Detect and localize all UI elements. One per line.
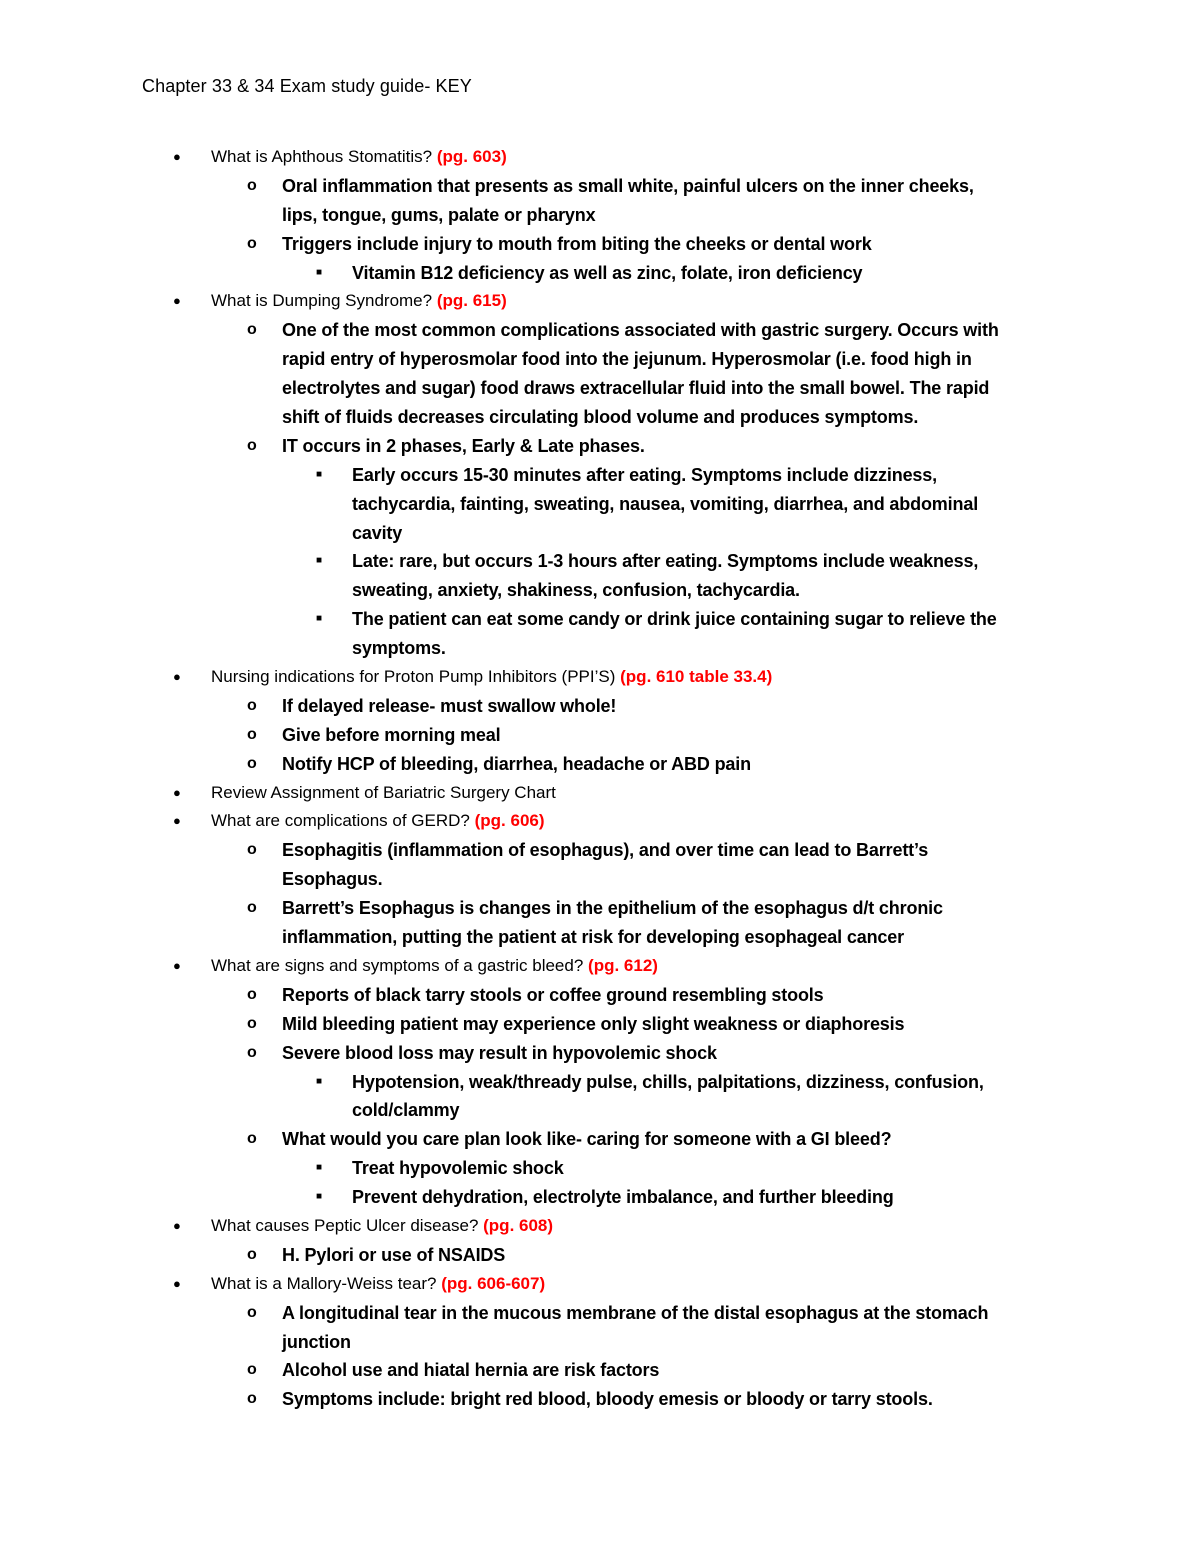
question-item-text: What is a Mallory-Weiss tear? (pg. 606-607)	[211, 1273, 546, 1293]
answer-item-text: IT occurs in 2 phases, Early & Late phases.	[282, 435, 645, 456]
sub-answer-item-text: symptoms.	[352, 638, 446, 659]
question-item	[0, 807, 1200, 836]
square-marker: ■	[316, 1191, 323, 1203]
question-item-text: What is Aphthous Stomatitis? (pg. 603)	[211, 147, 507, 166]
question-item-text: What are complications of GERD? (pg. 606)	[211, 811, 545, 831]
circle-marker: o	[247, 1245, 257, 1263]
answer-item	[0, 750, 1200, 779]
answer-item	[0, 432, 1200, 461]
sub-answer-item-text: sweating, anxiety, shakiness, confusion, tachycardia.	[352, 580, 800, 601]
circle-marker: o	[247, 841, 257, 859]
circle-marker: o	[247, 1390, 257, 1408]
answer-item-text: Give before morning meal	[282, 724, 501, 745]
answer-item-text: What would you care plan look like- caring for someone with a GI bleed?	[282, 1129, 892, 1150]
circle-marker: o	[247, 725, 257, 743]
answer-item-text: Oral inflammation that presents as small white, painful ulcers on the inner cheeks,	[282, 175, 974, 196]
page-reference: (pg. 615)	[436, 291, 507, 311]
page-reference: (pg. 612)	[588, 955, 658, 975]
answer-item	[0, 403, 1200, 432]
answer-item	[0, 692, 1200, 721]
sub-answer-item-text: The patient can eat some candy or drink juice containing sugar to relieve the	[352, 609, 997, 630]
sub-answer-item-text: cavity	[352, 522, 403, 543]
document-title: Chapter 33 & 34 Exam study guide- KEY	[142, 76, 472, 96]
answer-item	[0, 1241, 1200, 1270]
bullet-marker: ●	[173, 293, 181, 309]
question-item	[0, 287, 1200, 316]
question-item	[0, 1270, 1200, 1299]
answer-item-text: junction	[282, 1331, 351, 1352]
square-marker: ■	[316, 1075, 323, 1087]
answer-item	[0, 923, 1200, 952]
page-reference: (pg. 608)	[483, 1215, 554, 1235]
answer-item	[0, 1010, 1200, 1039]
question-item	[0, 1212, 1200, 1241]
bullet-marker: ●	[173, 957, 181, 973]
circle-marker: o	[247, 1043, 257, 1061]
sub-answer-item	[0, 576, 1200, 605]
sub-answer-item-text: tachycardia, fainting, sweating, nausea, vomiting, diarrhea, and abdominal	[352, 493, 979, 514]
answer-item-text: rapid entry of hyperosmolar food into the jejunum. Hyperosmolar (i.e. food high in	[282, 349, 972, 370]
answer-item-text: Reports of black tarry stools or coffee ground resembling stools	[282, 984, 824, 1005]
sub-answer-item-text: Prevent dehydration, electrolyte imbalance, and further bleeding	[352, 1187, 894, 1208]
answer-item	[0, 894, 1200, 923]
sub-answer-item	[0, 490, 1200, 519]
circle-marker: o	[247, 899, 257, 917]
square-marker: ■	[316, 266, 323, 278]
sub-answer-item	[0, 605, 1200, 634]
answer-item-text: Symptoms include: bright red blood, bloody emesis or bloody or tarry stools.	[282, 1389, 933, 1410]
sub-answer-item	[0, 1183, 1200, 1212]
circle-marker: o	[247, 321, 257, 339]
bullet-marker: ●	[173, 1275, 181, 1291]
circle-marker: o	[247, 436, 257, 454]
answer-item	[0, 1299, 1200, 1328]
answer-item-text: Notify HCP of bleeding, diarrhea, headache or ABD pain	[282, 753, 751, 774]
answer-item	[0, 316, 1200, 345]
sub-answer-item-text: Late: rare, but occurs 1-3 hours after eating. Symptoms include weakness,	[352, 551, 979, 572]
answer-item	[0, 374, 1200, 403]
answer-item	[0, 836, 1200, 865]
answer-item-text: Severe blood loss may result in hypovolemic shock	[282, 1042, 717, 1063]
page-reference: (pg. 606-607)	[441, 1273, 546, 1293]
answer-item	[0, 1039, 1200, 1068]
answer-item-text: inflammation, putting the patient at risk for developing esophageal cancer	[282, 927, 905, 948]
question-item	[0, 663, 1200, 692]
sub-answer-item	[0, 259, 1200, 288]
circle-marker: o	[247, 754, 257, 772]
square-marker: ■	[316, 1162, 323, 1174]
answer-item-text: shift of fluids decreases circulating blood volume and produces symptoms.	[282, 407, 919, 428]
circle-marker: o	[247, 1303, 257, 1321]
question-item-text: What are signs and symptoms of a gastric bleed? (pg. 612)	[211, 955, 658, 975]
square-marker: ■	[316, 468, 323, 480]
question-item	[0, 779, 1200, 808]
answer-item-text: Esophagitis (inflammation of esophagus), and over time can lead to Barrett’s	[282, 840, 929, 861]
circle-marker: o	[247, 234, 257, 252]
answer-item	[0, 865, 1200, 894]
sub-answer-item	[0, 1096, 1200, 1125]
page-reference: (pg. 610 table 33.4)	[620, 667, 773, 687]
answer-item-text: Barrett’s Esophagus is changes in the epithelium of the esophagus d/t chronic	[282, 898, 943, 919]
answer-item	[0, 1328, 1200, 1357]
sub-answer-item	[0, 1154, 1200, 1183]
question-item-text: What is Dumping Syndrome? (pg. 615)	[211, 291, 507, 311]
square-marker: ■	[316, 555, 323, 567]
question-item-text: Review Assignment of Bariatric Surgery Chart	[211, 782, 556, 802]
answer-item-text: Esophagus.	[282, 869, 383, 890]
answer-item	[0, 201, 1200, 230]
bullet-marker: ●	[173, 784, 181, 800]
bullet-marker: ●	[173, 669, 181, 685]
bullet-marker: ●	[173, 1217, 181, 1233]
sub-answer-item	[0, 1068, 1200, 1097]
answer-item-text: One of the most common complications associated with gastric surgery. Occurs with	[282, 320, 999, 341]
sub-answer-item-text: Hypotension, weak/thready pulse, chills, palpitations, dizziness, confusion,	[352, 1071, 984, 1092]
sub-answer-item	[0, 519, 1200, 548]
answer-item-text: Triggers include injury to mouth from biting the cheeks or dental work	[282, 233, 872, 254]
circle-marker: o	[247, 176, 257, 194]
circle-marker: o	[247, 1014, 257, 1032]
answer-item	[0, 1356, 1200, 1385]
answer-item-text: Mild bleeding patient may experience only slight weakness or diaphoresis	[282, 1013, 905, 1034]
answer-item-text: If delayed release- must swallow whole!	[282, 695, 617, 716]
study-guide-list	[0, 143, 1200, 1414]
answer-item	[0, 172, 1200, 201]
square-marker: ■	[316, 613, 323, 625]
answer-item	[0, 345, 1200, 374]
question-item	[0, 143, 1200, 172]
question-item-text: Nursing indications for Proton Pump Inhibitors (PPI’S) (pg. 610 table 33.4)	[211, 667, 773, 687]
sub-answer-item	[0, 634, 1200, 663]
answer-item-text: lips, tongue, gums, palate or pharynx	[282, 204, 596, 225]
answer-item-text: H. Pylori or use of NSAIDS	[282, 1244, 506, 1265]
answer-item-text: Alcohol use and hiatal hernia are risk factors	[282, 1360, 660, 1381]
circle-marker: o	[247, 1361, 257, 1379]
bullet-marker: ●	[173, 813, 181, 829]
page-reference: (pg. 606)	[474, 811, 545, 831]
sub-answer-item-text: cold/clammy	[352, 1100, 460, 1121]
answer-item	[0, 1385, 1200, 1414]
answer-item-text: A longitudinal tear in the mucous membrane of the distal esophagus at the stomach	[282, 1302, 989, 1323]
sub-answer-item-text: Treat hypovolemic shock	[352, 1158, 564, 1179]
sub-answer-item-text: Early occurs 15-30 minutes after eating. Symptoms include dizziness,	[352, 464, 937, 485]
answer-item-text: electrolytes and sugar) food draws extracellular fluid into the small bowel. The rapid	[282, 378, 990, 399]
answer-item	[0, 230, 1200, 259]
answer-item	[0, 981, 1200, 1010]
question-item-text: What causes Peptic Ulcer disease? (pg. 608)	[211, 1215, 554, 1235]
sub-answer-item	[0, 461, 1200, 490]
bullet-marker: ●	[173, 149, 181, 164]
sub-answer-item	[0, 547, 1200, 576]
page-reference: (pg. 603)	[436, 147, 507, 166]
circle-marker: o	[247, 985, 257, 1003]
question-item	[0, 952, 1200, 981]
answer-item	[0, 1125, 1200, 1154]
circle-marker: o	[247, 1130, 257, 1148]
circle-marker: o	[247, 696, 257, 714]
answer-item	[0, 721, 1200, 750]
sub-answer-item-text: Vitamin B12 deficiency as well as zinc, folate, iron deficiency	[352, 262, 863, 283]
